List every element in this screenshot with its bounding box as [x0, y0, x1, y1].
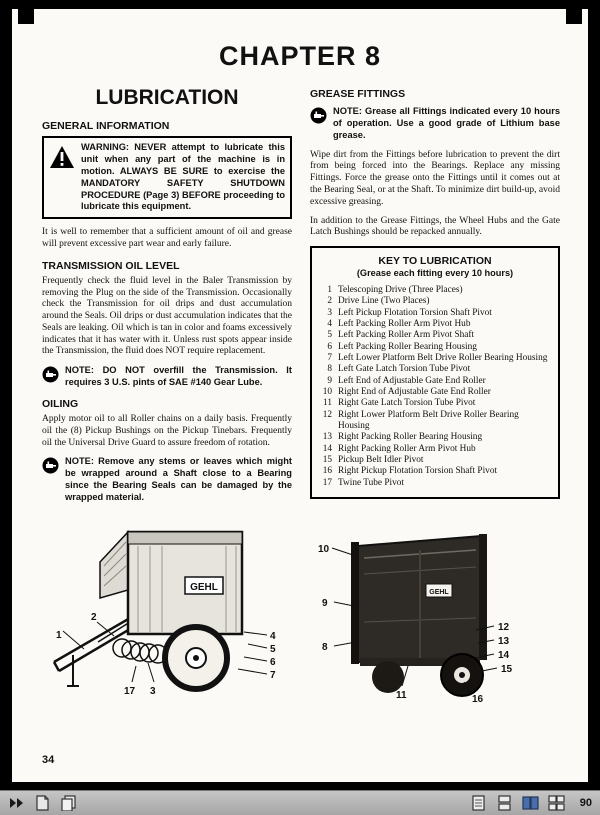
- key-item-number: 2: [327, 296, 332, 307]
- key-item: [319, 387, 551, 398]
- section-title: LUBRICATION: [95, 86, 239, 109]
- callout-number: 12: [498, 621, 510, 633]
- key-item-label: Right Pickup Flotation Torsion Shaft Pivot: [338, 466, 498, 477]
- left-baler-figure: [38, 516, 296, 716]
- grease-gun-icon: [310, 106, 327, 129]
- key-item: [319, 444, 551, 455]
- key-item: [319, 455, 551, 466]
- left-column: [42, 84, 292, 512]
- transmission-note: NOTE: DO NOT overfill the Transmission. It requires 3 U.S. pints of SAE #140 Gear Lube.: [65, 365, 292, 388]
- key-item-number: 10: [322, 386, 332, 397]
- transmission-paragraph: Frequently check the fluid level in the Baler Transmission by removing the Plug on the side of the Transmission. Occasionally check the Transmission for oil drips and dust accumulation around the Seals. Oil drips or dust accumulation indicates that the Seals are leaking. Oil which is tan in color and foams excessively indicates that it has water with it. Unless rust spots appear inside the Transmission, the fluid does NOT require replacement.: [42, 275, 292, 357]
- right-column: [310, 84, 560, 512]
- key-item-number: 8: [327, 364, 332, 375]
- zoom-level[interactable]: 90: [579, 797, 592, 809]
- key-item-label: Right Packing Roller Arm Pivot Hub: [338, 443, 476, 454]
- key-item-label: Left Gate Latch Torsion Tube Pivot: [338, 364, 471, 375]
- key-item: [319, 296, 551, 307]
- key-item-number: 12: [322, 409, 332, 420]
- two-column-layout: [12, 72, 588, 512]
- grease-gun-icon: [42, 365, 59, 388]
- note-row: [310, 106, 560, 142]
- key-item-number: 4: [327, 319, 332, 330]
- grease-note: NOTE: Grease all Fittings indicated every 10 hours of operation. Use a good grade of Lithium base grease.: [333, 106, 560, 140]
- key-item-number: 11: [323, 398, 332, 409]
- key-item: [319, 342, 551, 353]
- key-item-number: 16: [322, 466, 332, 477]
- key-item-label: Right Gate Latch Torsion Tube Pivot: [338, 398, 476, 409]
- key-item-number: 14: [322, 443, 332, 454]
- key-item: [319, 308, 551, 319]
- callout-number: 2: [91, 611, 97, 623]
- key-item-label: Left Packing Roller Arm Pivot Shaft: [338, 330, 475, 341]
- key-item: [319, 319, 551, 330]
- key-item-label: Left Pickup Flotation Torsion Shaft Pivot: [338, 307, 492, 318]
- key-item-label: Right Lower Platform Belt Drive Roller Bearing Housing: [338, 409, 519, 431]
- fast-forward-icon[interactable]: [8, 795, 25, 812]
- chapter-title: CHAPTER 8: [218, 41, 382, 71]
- key-item: [319, 376, 551, 387]
- figures-row: [12, 516, 588, 718]
- warning-triangle-icon: [49, 142, 75, 174]
- scan-artifact: [566, 0, 582, 24]
- intro-paragraph: It is well to remember that a sufficient amount of oil and grease will prevent excessive part wear and early failure.: [42, 227, 292, 250]
- continuous-layout-icon[interactable]: [496, 795, 513, 812]
- key-to-lubrication-box: [310, 246, 560, 499]
- pages-copy-icon[interactable]: [60, 795, 77, 812]
- callout-number: 1: [56, 629, 62, 641]
- key-item-label: Left Packing Roller Bearing Housing: [338, 341, 477, 352]
- key-item: [319, 364, 551, 375]
- key-item: [319, 285, 551, 296]
- callout-number: 4: [270, 630, 276, 642]
- key-item-label: Left Lower Platform Belt Drive Roller Bearing Housing: [338, 353, 548, 363]
- key-item: [319, 466, 551, 477]
- key-title: KEY TO LUBRICATION: [378, 255, 492, 268]
- callout-number: 7: [270, 669, 276, 681]
- note-row: [42, 456, 292, 504]
- key-item-label: Telescoping Drive (Three Places): [338, 285, 463, 296]
- key-item-label: Pickup Belt Idler Pivot: [338, 454, 424, 465]
- key-item-label: Right End of Adjustable Gate End Roller: [338, 386, 491, 397]
- key-item-number: 13: [322, 432, 332, 443]
- note-row: [42, 365, 292, 389]
- toolbar-left-group: [8, 795, 77, 812]
- oiling-note: NOTE: Remove any stems or leaves which might be wrapped around a Shaft close to a Bearing since the Bearing Seals can be damaged by the wrapped material.: [65, 456, 292, 502]
- key-item-number: 7: [327, 353, 332, 363]
- oiling-paragraph: Apply motor oil to all Roller chains on a daily basis. Frequently oil the (8) Pickup Bushings on the Pickup Tinebars. Frequently oil the Universal Drive Guard to assure freedom of rotation.: [42, 414, 292, 448]
- facing-pages-layout-icon[interactable]: [522, 795, 539, 812]
- callout-number: 13: [498, 635, 510, 647]
- key-item-number: 17: [322, 477, 332, 488]
- callout-number: 6: [270, 656, 276, 668]
- single-page-layout-icon[interactable]: [470, 795, 487, 812]
- grease-fittings-heading: GREASE FITTINGS: [310, 88, 406, 100]
- transmission-heading: TRANSMISSION OIL LEVEL: [42, 259, 180, 272]
- key-item-label: Left End of Adjustable Gate End Roller: [338, 375, 486, 386]
- key-item: [319, 410, 551, 433]
- grease-paragraph-2: In addition to the Grease Fittings, the Wheel Hubs and the Gate Latch Bushings should be repacked annually.: [310, 215, 560, 238]
- key-item-label: Drive Line (Two Places): [338, 296, 430, 307]
- warning-text: WARNING: NEVER attempt to lubricate this unit when any part of the machine is in motion. ALWAYS BE SURE to exercise the MANDATORY SAFETY SHUTDOWN PROCEDURE (Page 3) BEFORE proceeding to lubricate this equipment.: [81, 142, 285, 212]
- key-item: [319, 398, 551, 409]
- key-item-label: Right Packing Roller Bearing Housing: [338, 432, 483, 443]
- key-item-number: 1: [327, 285, 332, 296]
- grease-paragraph-1: Wipe dirt from the Fittings before lubrication to prevent the dirt from being forced into the Bearings. Replace any missing Fittings. Force the grease onto the Fittings until it comes out at the Bearing Seal, or at the Shaft. To minimize dirt build-up, avoid excessive greasing.: [310, 149, 560, 207]
- callout-number: 17: [124, 685, 136, 697]
- key-item-number: 15: [322, 454, 332, 465]
- page-number: 34: [42, 754, 55, 766]
- key-item: [319, 478, 551, 489]
- scan-artifact: [18, 0, 34, 24]
- key-item-label: Twine Tube Pivot: [338, 477, 404, 488]
- key-item-number: 9: [327, 375, 332, 386]
- callout-number: 14: [498, 649, 510, 661]
- right-baler-figure: [314, 526, 532, 708]
- callout-number: 8: [322, 641, 328, 653]
- callout-number: 15: [501, 663, 513, 675]
- key-item-label: Left Packing Roller Arm Pivot Hub: [338, 319, 471, 330]
- manual-page: [12, 9, 588, 782]
- key-item-number: 6: [327, 341, 332, 352]
- key-item: [319, 432, 551, 443]
- general-info-heading: GENERAL INFORMATION: [42, 120, 170, 132]
- callout-number: 5: [270, 643, 276, 655]
- key-item-number: 5: [327, 330, 332, 341]
- callout-number: 3: [150, 685, 156, 697]
- continuous-facing-layout-icon[interactable]: [548, 795, 565, 812]
- page-thumbnail-icon[interactable]: [34, 795, 51, 812]
- callout-number: 9: [322, 597, 328, 609]
- key-item-number: 3: [327, 307, 332, 318]
- callout-number: 10: [318, 543, 330, 555]
- toolbar-right-group: [470, 795, 592, 812]
- key-subtitle: (Grease each fitting every 10 hours): [356, 268, 514, 279]
- warning-box: [42, 136, 292, 219]
- oiling-heading: OILING: [42, 398, 79, 411]
- key-item: [319, 330, 551, 341]
- brand-label: GEHL: [190, 581, 218, 593]
- brand-label: GEHL: [429, 588, 449, 596]
- callout-number: 16: [472, 693, 484, 705]
- grease-gun-icon: [42, 456, 59, 479]
- callout-number: 11: [396, 689, 407, 701]
- key-item: [319, 353, 551, 364]
- status-bar: [0, 790, 600, 815]
